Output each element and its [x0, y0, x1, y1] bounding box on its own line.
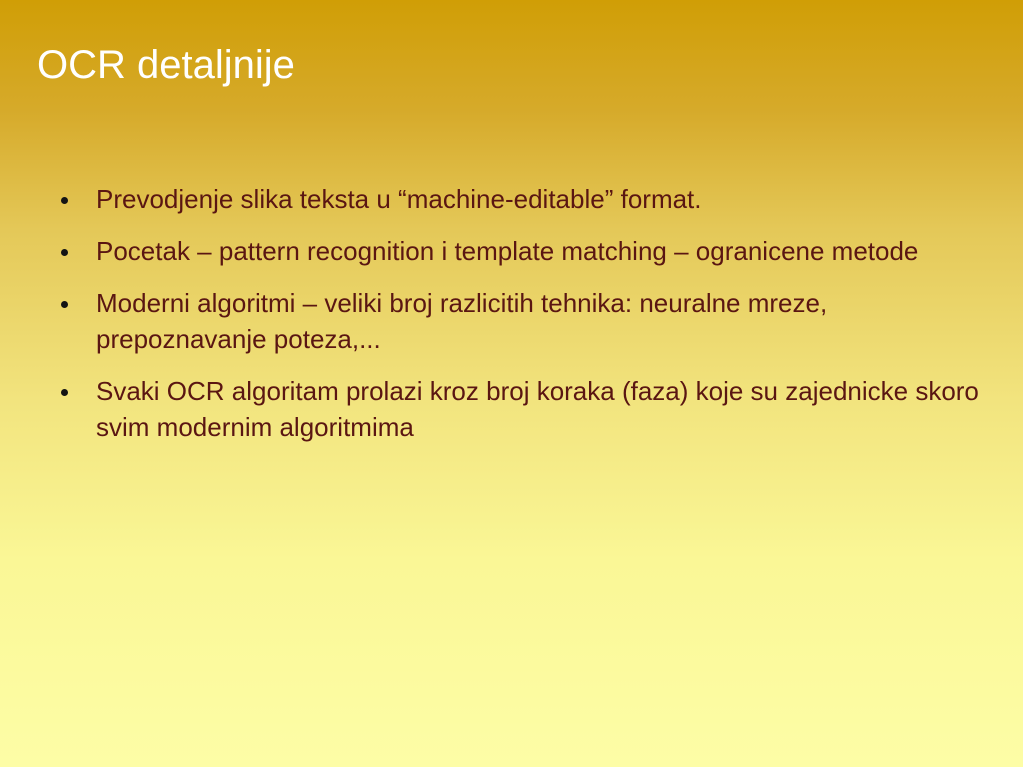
slide-title: OCR detaljnije	[37, 43, 295, 87]
bullet-item	[60, 181, 990, 217]
bullet-item	[60, 233, 990, 269]
bullet-dot-icon	[61, 301, 68, 308]
bullet-text: Pocetak – pattern recognition i template matching – ogranicene metode	[96, 236, 919, 266]
bullet-item	[60, 285, 990, 357]
bullet-dot-icon	[61, 389, 68, 396]
bullet-dot-icon	[61, 197, 68, 204]
bullet-item	[60, 373, 990, 445]
bullet-text: Moderni algoritmi – veliki broj razlicitih tehnika: neuralne mreze, prepoznavanje poteza,...	[96, 288, 828, 354]
bullet-text: Svaki OCR algoritam prolazi kroz broj koraka (faza) koje su zajednicke skoro svim modernim algoritmima	[96, 376, 979, 442]
bullet-dot-icon	[61, 249, 68, 256]
bullet-text: Prevodjenje slika teksta u “machine-editable” format.	[96, 184, 702, 214]
bullet-list	[60, 181, 990, 461]
